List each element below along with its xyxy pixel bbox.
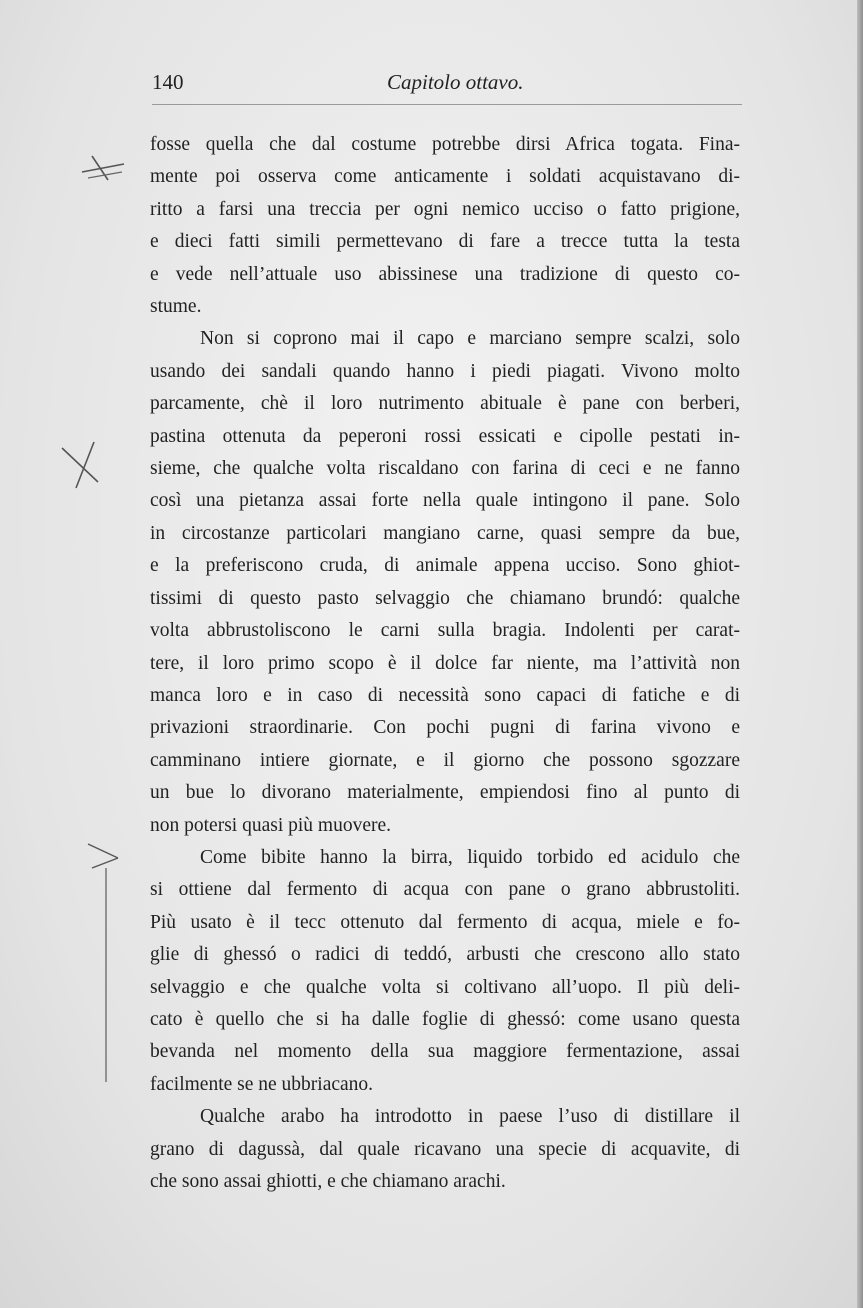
text-line: e dieci fatti simili permettevano di fare a trecce tutta la testa (150, 231, 740, 253)
text-line: usando dei sandali quando hanno i piedi piagati. Vivono molto (150, 360, 740, 382)
text-line: privazioni straordinarie. Con pochi pugni di farina vivono e (150, 717, 740, 739)
text-line: Come bibite hanno la birra, liquido torbido ed acidulo che (200, 846, 740, 868)
text-line: sieme, che qualche volta riscaldano con farina di ceci e ne fanno (150, 458, 740, 480)
text-line: stume. (150, 296, 202, 318)
margin-x-mark-1 (78, 150, 128, 184)
text-line: pastina ottenuta da peperoni rossi essicati e cipolle pestati in- (150, 425, 740, 447)
text-line: ritto a farsi una treccia per ogni nemico ucciso o fatto prigione, (150, 198, 740, 220)
paragraph-4 (150, 1101, 740, 1198)
text-line: un bue lo divorano materialmente, empiendosi fino al punto di (150, 782, 740, 804)
margin-x-mark-2 (58, 438, 106, 490)
text-line: mente poi osserva come anticamente i soldati acquistavano di- (150, 166, 740, 188)
text-line: parcamente, chè il loro nutrimento abituale è pane con berberi, (150, 393, 740, 415)
paragraph-2 (150, 323, 740, 842)
text-line: e vede nell’attuale uso abissinese una tradizione di questo co- (150, 263, 740, 285)
text-line: fosse quella che dal costume potrebbe dirsi Africa togata. Fina- (150, 134, 740, 155)
text-line: non potersi quasi più muovere. (150, 814, 391, 836)
paragraph-1 (150, 129, 740, 323)
paragraph-3 (150, 842, 740, 1101)
text-line: Non si coprono mai il capo e marciano sempre scalzi, solo (200, 328, 740, 350)
page-number: 140 (152, 70, 184, 94)
running-title: Capitolo ottavo. (387, 70, 524, 94)
text-line: facilmente se ne ubbriacano. (150, 1073, 374, 1095)
text-line: cato è quello che si ha dalle foglie di ghessó: come usano questa (150, 1008, 740, 1030)
text-line: Qualche arabo ha introdotto in paese l’uso di distillare il (200, 1106, 740, 1128)
page-header (152, 70, 742, 105)
text-line: tere, il loro primo scopo è il dolce far niente, ma l’attività non (150, 652, 740, 674)
text-line: bevanda nel momento della sua maggiore fermentazione, assai (150, 1041, 740, 1063)
body-text (150, 129, 740, 1198)
text-line: si ottiene dal fermento di acqua con pane o grano abbrustoliti. (150, 879, 740, 901)
text-line: che sono assai ghiotti, e che chiamano arachi. (150, 1171, 506, 1192)
text-line: così una pietanza assai forte nella quale intingono il pane. Solo (150, 490, 740, 512)
text-line: Più usato è il tecc ottenuto dal fermento di acqua, miele e fo- (150, 911, 740, 933)
text-line: tissimi di questo pasto selvaggio che chiamano brundó: qualche (150, 587, 740, 609)
margin-bracket-mark (86, 838, 126, 1088)
text-line: grano di dagussà, dal quale ricavano una specie di acquavite, di (150, 1138, 740, 1160)
text-line: camminano intiere giornate, e il giorno che possono sgozzare (150, 749, 740, 771)
text-line: manca loro e in caso di necessità sono capaci di fatiche e di (150, 684, 740, 706)
text-line: e la preferiscono cruda, di animale appena ucciso. Sono ghiot- (150, 555, 740, 577)
text-line: selvaggio e che qualche volta si coltivano all’uopo. Il più deli- (150, 976, 740, 998)
text-line: volta abbrustoliscono le carni sulla bragia. Indolenti per carat- (150, 620, 740, 642)
text-line: glie di ghessó o radici di teddó, arbusti che crescono allo stato (150, 944, 740, 966)
text-line: in circostanze particolari mangiano carne, quasi sempre da bue, (150, 522, 740, 544)
